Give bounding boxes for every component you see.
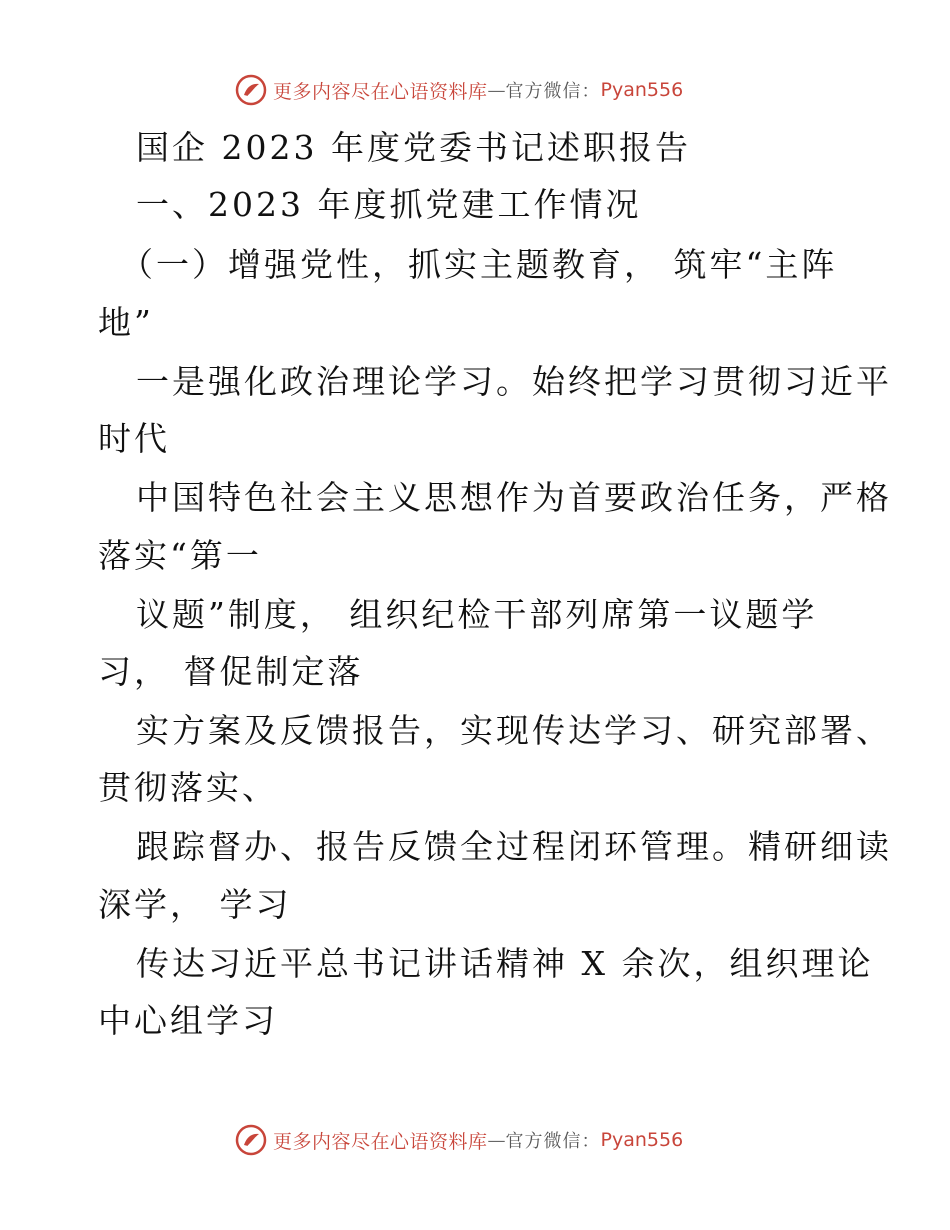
watermark-wechat-id: Pyan556 — [600, 1129, 684, 1151]
paragraph-line: 实方案及反馈报告，实现传达学习、研究部署、 — [136, 711, 892, 750]
paragraph-line: 中心组学习 — [98, 1001, 278, 1040]
watermark-dash: — — [487, 1129, 506, 1151]
paragraph-line: 习， 督促制定落 — [98, 652, 364, 691]
watermark-wechat-id: Pyan556 — [600, 79, 684, 101]
paragraph-line: 中国特色社会主义思想作为首要政治任务，严格 — [136, 478, 892, 517]
watermark-dash: — — [487, 79, 506, 101]
paragraph-line: 传达习近平总书记讲话精神 X 余次，组织理论 — [136, 944, 874, 983]
paragraph-line: 一是强化政治理论学习。始终把学习贯彻习近平 — [136, 362, 892, 401]
watermark-wechat-label: 官方微信： — [505, 1131, 601, 1152]
watermark-logo-icon — [235, 1124, 267, 1156]
paragraph-line: 落实“第一 — [98, 536, 262, 575]
paragraph-line: 跟踪督办、报告反馈全过程闭环管理。精研细读 — [136, 827, 892, 866]
watermark-text: 更多内容尽在心语资料库 — [273, 80, 488, 103]
subsection-heading-cont: 地” — [98, 303, 154, 342]
watermark-text: 更多内容尽在心语资料库 — [273, 1130, 488, 1153]
watermark-wechat-label: 官方微信： — [505, 81, 601, 102]
subsection-heading: （一）增强党性，抓实主题教育， 筑牢“主阵 — [120, 245, 838, 284]
footer-watermark — [235, 1123, 683, 1157]
watermark-logo-icon — [235, 74, 267, 106]
paragraph-line: 议题”制度， 组织纪检干部列席第一议题学 — [136, 595, 818, 634]
header-watermark — [235, 73, 683, 107]
document-title: 国企 2023 年度党委书记述职报告 — [136, 128, 691, 167]
paragraph-line: 时代 — [98, 419, 170, 458]
section-heading: 一、2023 年度抓党建工作情况 — [136, 185, 642, 224]
paragraph-line: 贯彻落实、 — [98, 768, 278, 807]
paragraph-line: 深学， 学习 — [98, 885, 292, 924]
